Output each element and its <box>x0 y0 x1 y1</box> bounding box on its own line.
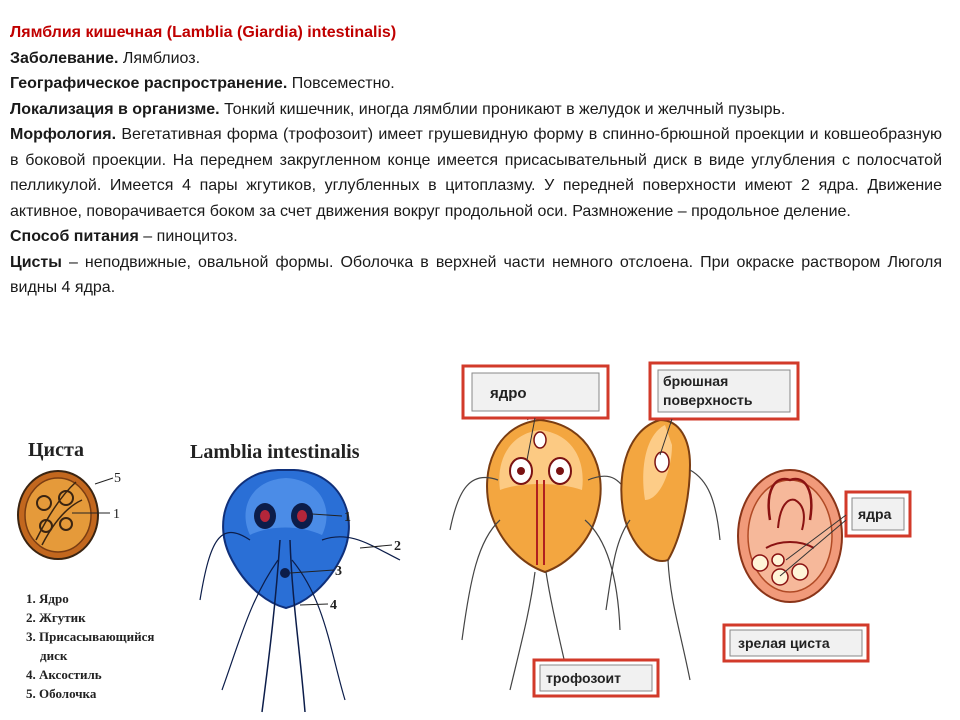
paragraph-nutrition <box>10 224 942 250</box>
label-trophozoite-box <box>534 660 658 696</box>
cyst-marker-5: 5 <box>114 471 121 486</box>
body-marker-2: 2 <box>394 539 401 554</box>
legend-item-2: 2. Жгутик <box>26 610 86 625</box>
figure-main-title: Lamblia intestinalis <box>190 441 360 463</box>
body-marker-1: 1 <box>344 510 351 525</box>
legend-item-3b: диск <box>40 648 68 663</box>
page-title: Лямблия кишечная (Lamblia (Giardia) intestinalis) <box>10 24 397 41</box>
term-cysts: Цисты <box>10 253 62 271</box>
term-localization: Локализация в организме. <box>10 100 220 118</box>
term-disease: Заболевание. <box>10 49 119 67</box>
text-disease: Лямблиоз. <box>118 49 201 67</box>
term-morphology: Морфология. <box>10 126 117 143</box>
paragraph-localization <box>10 97 942 123</box>
text-content <box>10 20 942 301</box>
trophozoite-ventral-drawing <box>450 400 632 695</box>
body-marker-4: 4 <box>330 598 337 613</box>
cyst-schematic <box>18 471 121 559</box>
text-morphology: Вегетативная форма (трофозоит) имеет грушевидную форму в спинно-брюшной проекции и ковшеобразную в боковой проекции. На переднем закругленном конце имеется присасывательный диск в виде углубления с полосчатой пелликулой. Имеется 4 пары жгутиков, углубленных в цитоплазму. У передней поверхности имеют 2 ядра. Движение активное, поворачивается боком за счет движения вокруг продольной оси. Размножение – продольное деление. <box>10 126 942 220</box>
text-geography: Повсеместно. <box>287 75 395 92</box>
cyst-marker-1: 1 <box>113 507 120 522</box>
paragraph-disease <box>10 46 942 72</box>
legend-item-3: 3. Присасывающийся <box>26 629 155 644</box>
text-localization: Тонкий кишечник, иногда лямблии проникают в желудок и желчный пузырь. <box>219 100 786 118</box>
paragraph-cysts <box>10 250 942 301</box>
legend-item-4: 4. Аксостиль <box>26 667 102 682</box>
paragraph-morphology <box>10 122 942 224</box>
body-marker-3: 3 <box>335 564 342 579</box>
figures-area <box>0 360 960 720</box>
term-geography: Географическое распространение. <box>10 75 288 92</box>
stained-trophozoite <box>200 470 401 712</box>
label-trophozoite: трофозоит <box>546 670 622 686</box>
right-figure <box>450 363 910 696</box>
cyst-title: Циста <box>28 439 85 461</box>
label-mature-cyst-box <box>724 625 868 661</box>
legend-item-5: 5. Оболочка <box>26 686 97 701</box>
text-cysts: – неподвижные, овальной формы. Оболочка в верхней части немного отслоена. При окраске раствором Люголя видны 4 ядра. <box>10 253 942 296</box>
label-ventral-line-1: брюшная <box>663 373 729 389</box>
text-nutrition: – пиноцитоз. <box>138 228 238 245</box>
paragraph-geography <box>10 71 942 97</box>
label-nucleus: ядро <box>490 385 527 402</box>
term-nutrition: Способ питания <box>10 228 139 245</box>
label-ventral-line-2: поверхность <box>663 392 753 408</box>
label-nuclei: ядра <box>858 506 892 522</box>
legend-item-1: 1. Ядро <box>26 591 69 606</box>
left-figure <box>18 439 401 712</box>
label-mature-cyst: зрелая циста <box>738 635 830 651</box>
trophozoite-lateral-drawing <box>606 420 720 680</box>
legend <box>26 591 154 701</box>
